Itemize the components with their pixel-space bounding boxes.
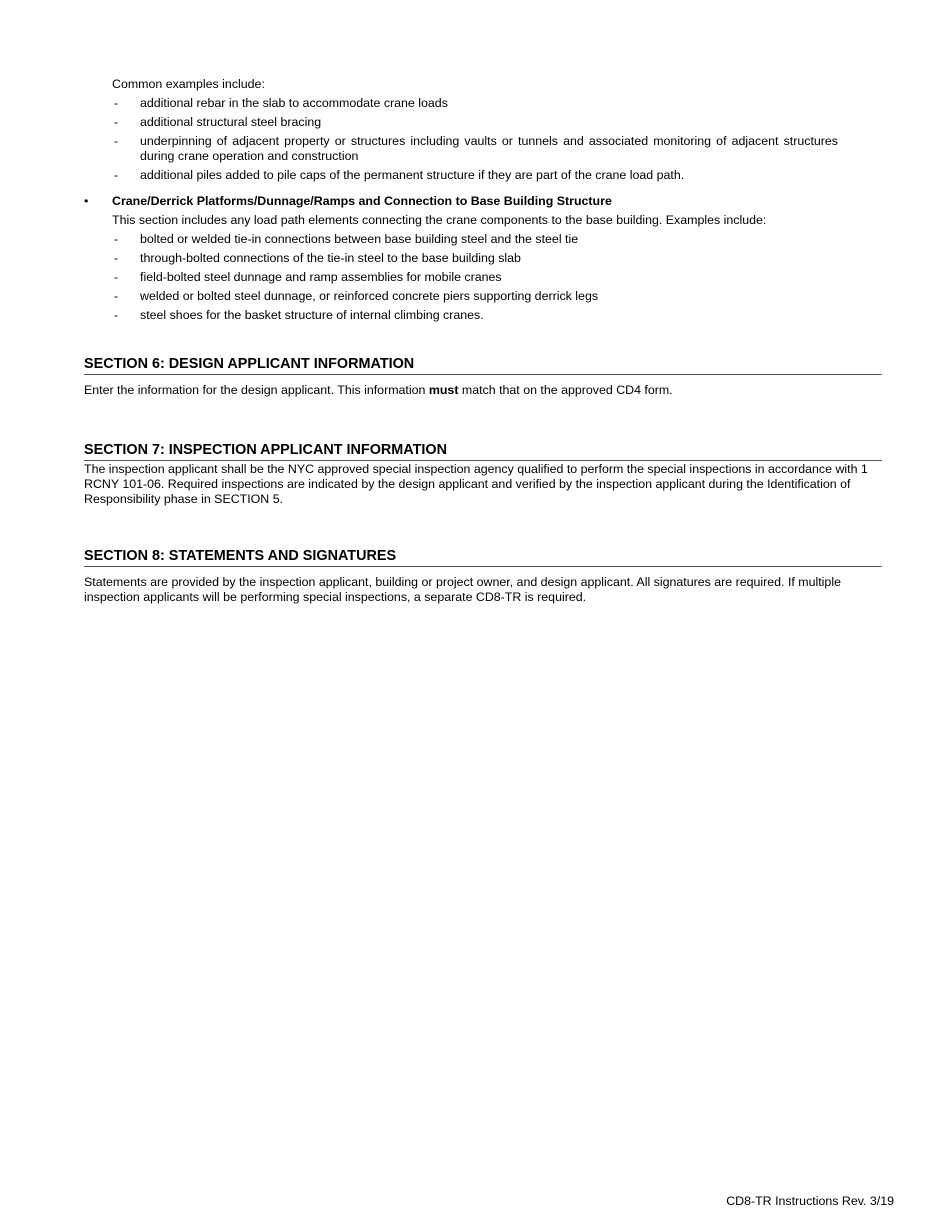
dash-marker: -	[114, 308, 119, 322]
list-item: - additional piles added to pile caps of the permanent structure if they are part of the crane load path.	[114, 168, 685, 182]
list-item: - additional rebar in the slab to accommodate crane loads	[114, 96, 448, 110]
section-8-title: SECTION 8: STATEMENTS AND SIGNATURES	[84, 548, 882, 567]
section-7-text: The inspection applicant shall be the NYC approved special inspection agency qualified to perform the special inspections in accordance with 1 RCNY 101-06. Required inspections are indicated by the design applicant and verified by the inspection applicant during the Identification of Responsibility phase in SECTION 5.	[84, 462, 868, 506]
page-footer: CD8-TR Instructions Rev. 3/19	[726, 1194, 894, 1208]
list-item: - field-bolted steel dunnage and ramp assemblies for mobile cranes	[114, 270, 502, 284]
dash-marker: -	[114, 289, 119, 303]
crane-platforms-block	[84, 194, 844, 327]
dash-marker: -	[114, 251, 119, 265]
list-item: - through-bolted connections of the tie-in steel to the base building slab	[114, 251, 521, 265]
bullet-heading: • Crane/Derrick Platforms/Dunnage/Ramps and Connection to Base Building Structure	[84, 194, 612, 208]
bullet-description: This section includes any load path elements connecting the crane components to the base building. Examples include:	[112, 213, 767, 227]
list-item: - bolted or welded tie-in connections between base building steel and the steel tie	[114, 232, 579, 246]
dash-marker: -	[114, 134, 119, 148]
section-7-title: SECTION 7: INSPECTION APPLICANT INFORMATION	[84, 442, 882, 461]
bullet-dot-icon: •	[84, 194, 89, 208]
section-6-text: Enter the information for the design applicant. This information must match that on the approved CD4 form.	[84, 383, 673, 397]
list-item: - welded or bolted steel dunnage, or reinforced concrete piers supporting derrick legs	[114, 289, 599, 303]
list-item: - underpinning of adjacent property or structures including vaults or tunnels and associated monitoring of adjacent structures during crane operation and construction	[114, 134, 838, 163]
section-6	[84, 356, 882, 398]
list-item: - steel shoes for the basket structure of internal climbing cranes.	[114, 308, 484, 322]
dash-marker: -	[114, 270, 119, 284]
connection-examples-list	[84, 232, 844, 323]
dash-marker: -	[114, 96, 119, 110]
section-7	[84, 442, 882, 507]
section-6-title: SECTION 6: DESIGN APPLICANT INFORMATION	[84, 356, 882, 375]
list-item: - additional structural steel bracing	[114, 115, 322, 129]
intro-text: Common examples include:	[112, 77, 265, 91]
dash-marker: -	[114, 115, 119, 129]
section-8-text: Statements are provided by the inspection applicant, building or project owner, and design applicant. All signatures are required. If multiple inspection applicants will be performing special inspections, a separate CD8-TR is required.	[84, 575, 841, 604]
examples-list	[112, 96, 838, 187]
section-8	[84, 548, 882, 605]
dash-marker: -	[114, 168, 119, 182]
dash-marker: -	[114, 232, 119, 246]
